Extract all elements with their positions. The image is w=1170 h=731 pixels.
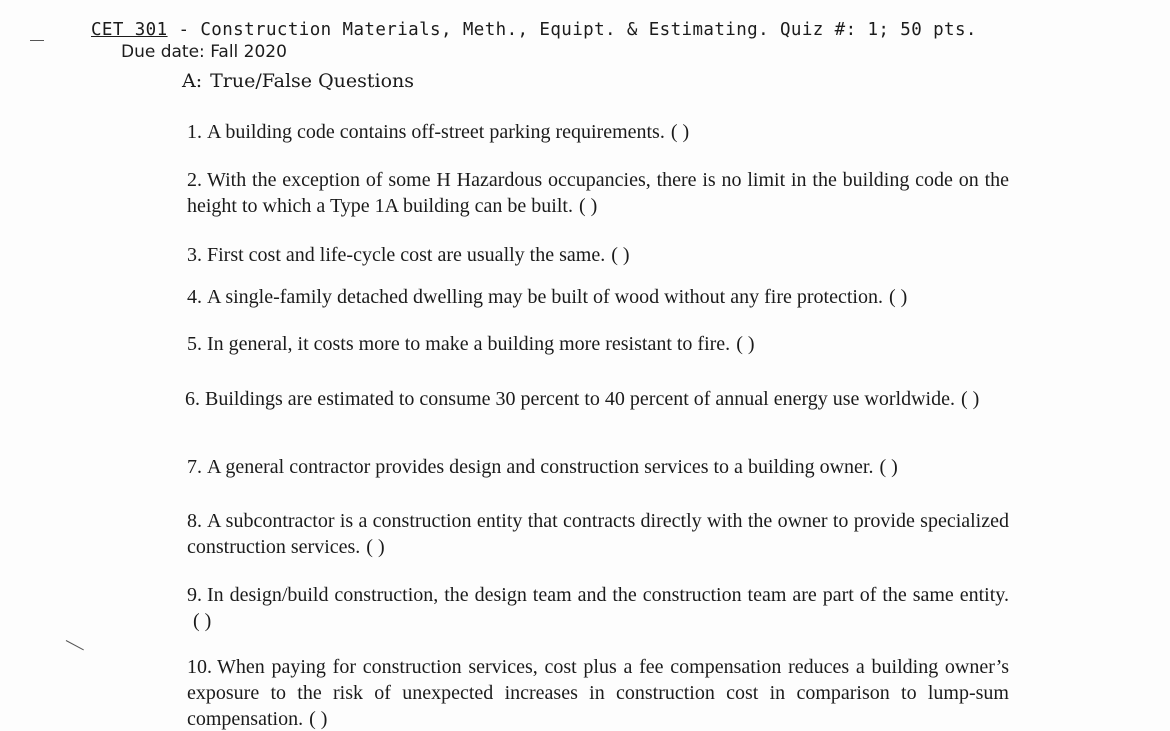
question-4 [187,284,1007,310]
question-text: Buildings are estimated to consume 30 percent to 40 percent of annual energy use worldwide. [205,388,955,410]
question-number: 3. [187,244,202,266]
question-number: 2. [187,169,202,191]
question-text: When paying for construction services, cost plus a fee compensation reduces a building owner’s exposure to the risk of unexpected increases in construction cost in comparison to lump-sum compensation. [187,656,1009,730]
question-text: With the exception of some H Hazardous occupancies, there is no limit in the building code on the height to which a Type 1A building can be built. [187,169,1009,217]
answer-blank[interactable]: ( ) [366,536,385,558]
question-5 [187,331,1007,357]
due-date: Due date: Fall 2020 [121,42,287,62]
question-7 [187,454,1007,480]
question-text: In general, it costs more to make a building more resistant to fire. [207,333,731,355]
question-3 [187,242,1007,268]
question-6 [185,386,1007,412]
header-separator: - [178,20,190,40]
course-header [91,20,977,40]
question-1 [187,119,1007,145]
section-letter: A: [182,70,203,92]
question-8 [187,508,1009,560]
question-number: 9. [187,584,202,606]
answer-blank[interactable]: ( ) [309,708,328,730]
question-number: 6. [185,388,200,410]
question-10 [187,654,1009,731]
answer-blank[interactable]: ( ) [888,286,908,308]
course-code: CET 301 [91,20,168,40]
question-number: 8. [187,510,202,532]
section-heading [182,70,414,92]
question-text: A subcontractor is a construction entity that contracts directly with the owner to provide specialized construction services. [187,510,1009,558]
answer-blank[interactable]: ( ) [611,244,630,266]
answer-blank[interactable]: ( ) [879,456,898,478]
section-title: True/False Questions [210,70,415,92]
answer-blank[interactable]: ( ) [670,121,690,143]
answer-blank[interactable]: ( ) [960,388,980,410]
question-number: 10. [187,656,212,678]
question-number: 5. [187,333,202,355]
question-2 [187,167,1009,219]
question-text: First cost and life-cycle cost are usually the same. [207,244,606,266]
question-number: 7. [187,456,202,478]
margin-mark [30,40,44,41]
question-text: A general contractor provides design and construction services to a building owner. [207,456,874,478]
answer-blank[interactable]: ( ) [193,610,212,632]
course-title: Construction Materials, Meth., Equipt. & Estimating. Quiz #: 1; 50 pts. [200,20,977,40]
question-9 [187,582,1009,634]
answer-blank[interactable]: ( ) [578,195,598,217]
margin-mark [66,640,84,650]
question-number: 1. [187,121,202,143]
question-text: A building code contains off-street parking requirements. [207,121,665,143]
question-text: In design/build construction, the design team and the construction team are part of the same entity. [207,584,1009,606]
answer-blank[interactable]: ( ) [736,333,755,355]
question-text: A single-family detached dwelling may be built of wood without any fire protection. [207,286,883,308]
question-number: 4. [187,286,202,308]
